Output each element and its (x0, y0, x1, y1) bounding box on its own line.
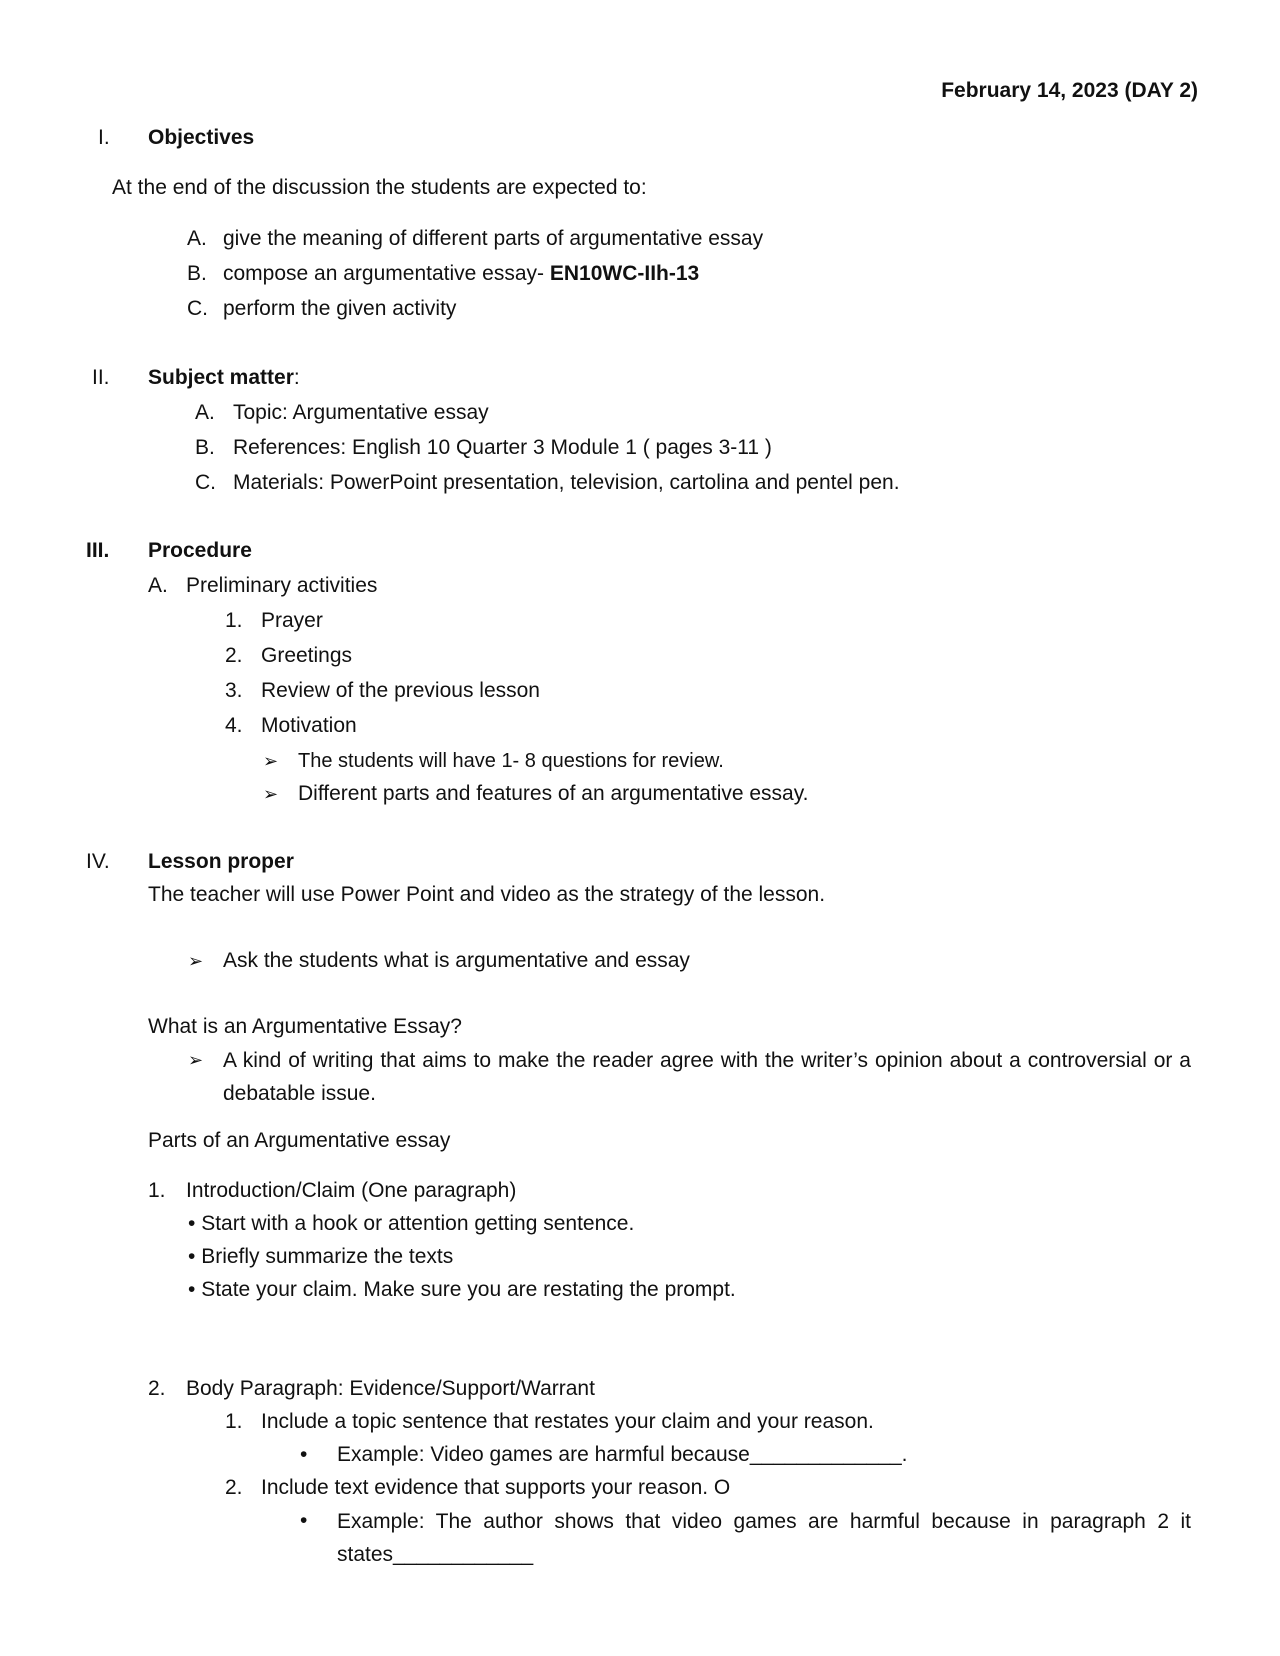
motivation-bullet: Different parts and features of an argumentative essay. (298, 782, 809, 805)
arrow-bullet-icon: ➢ (263, 751, 279, 771)
step-number: 4. (225, 714, 243, 737)
subject-letter: B. (195, 436, 215, 459)
step-number: 2. (225, 644, 243, 667)
subject-text: References: English 10 Quarter 3 Module 1 ( pages 3-11 ) (233, 436, 772, 459)
part-bullet-text: State your claim. Make sure you are restating the prompt. (201, 1278, 736, 1301)
body-item-text: Include a topic sentence that restates your claim and your reason. (261, 1410, 874, 1433)
step-text: Motivation (261, 714, 357, 737)
subject-text: Topic: Argumentative essay (233, 401, 489, 424)
bullet-dot-icon: • (188, 1278, 202, 1301)
step-text: Prayer (261, 609, 323, 632)
part-title: Body Paragraph: Evidence/Support/Warrant (186, 1377, 595, 1400)
step-number: 1. (225, 609, 243, 632)
section-numeral-subject: II. (92, 366, 110, 389)
lesson-intro: The teacher will use Power Point and video as the strategy of the lesson. (148, 883, 826, 906)
bullet-dot-icon: • (300, 1509, 308, 1532)
subject-heading-colon: : (293, 366, 300, 389)
document-date: February 14, 2023 (DAY 2) (941, 79, 1198, 102)
part-number: 2. (148, 1377, 166, 1400)
objective-text: give the meaning of different parts of argumentative essay (223, 227, 764, 250)
procedure-sub-heading: Preliminary activities (186, 574, 378, 597)
objective-text-body: compose an argumentative essay- (223, 262, 550, 285)
parts-heading: Parts of an Argumentative essay (148, 1129, 451, 1152)
arrow-bullet-icon: ➢ (188, 951, 204, 971)
arrow-bullet-icon: ➢ (188, 1050, 204, 1070)
part-bullet-text: Briefly summarize the texts (201, 1245, 454, 1268)
part-number: 1. (148, 1179, 166, 1202)
part-bullet-text: Start with a hook or attention getting sentence. (201, 1212, 635, 1235)
step-text: Review of the previous lesson (261, 679, 540, 702)
procedure-sub-letter: A. (148, 574, 168, 597)
objective-letter: C. (187, 297, 208, 320)
body-item-example: Example: The author shows that video games are harmful because in paragraph 2 it states____________ (337, 1510, 1191, 1566)
arrow-bullet-icon: ➢ (263, 784, 279, 804)
objective-letter: B. (187, 262, 207, 285)
part-bullet (188, 1244, 453, 1270)
body-item-example: Example: Video games are harmful because_____________. (337, 1443, 908, 1466)
body-item-number: 1. (225, 1410, 243, 1433)
ask-bullet: Ask the students what is argumentative and essay (223, 949, 690, 972)
lesson-heading: Lesson proper (148, 850, 294, 873)
bullet-dot-icon: • (300, 1443, 308, 1466)
objectives-heading: Objectives (148, 126, 255, 149)
motivation-bullet: The students will have 1- 8 questions for review. (298, 750, 724, 772)
part-title: Introduction/Claim (One paragraph) (186, 1179, 517, 1202)
body-item-number: 2. (225, 1476, 243, 1499)
body-item-text: Include text evidence that supports your reason. O (261, 1476, 731, 1499)
subject-letter: C. (195, 471, 216, 494)
step-text: Greetings (261, 644, 353, 667)
bullet-dot-icon: • (188, 1212, 202, 1235)
lesson-question: What is an Argumentative Essay? (148, 1015, 462, 1038)
section-numeral-procedure: III. (86, 539, 110, 562)
subject-heading-text: Subject matter (148, 366, 294, 389)
section-numeral-lesson: IV. (86, 850, 110, 873)
objectives-intro: At the end of the discussion the students are expected to: (112, 176, 647, 199)
objective-text: perform the given activity (223, 297, 457, 320)
procedure-heading: Procedure (148, 539, 252, 562)
subject-text: Materials: PowerPoint presentation, television, cartolina and pentel pen. (233, 471, 900, 494)
definition-text: A kind of writing that aims to make the reader agree with the writer’s opinion about a controversial or a debatable issue. (223, 1049, 1191, 1105)
subject-letter: A. (195, 401, 215, 424)
section-numeral-objectives: I. (98, 126, 110, 149)
competency-code: EN10WC-IIh-13 (549, 262, 700, 285)
part-bullet (188, 1211, 634, 1237)
objective-text (223, 261, 699, 287)
part-bullet (188, 1277, 736, 1303)
objective-letter: A. (187, 227, 207, 250)
bullet-dot-icon: • (188, 1245, 202, 1268)
subject-heading (148, 365, 300, 391)
step-number: 3. (225, 679, 243, 702)
